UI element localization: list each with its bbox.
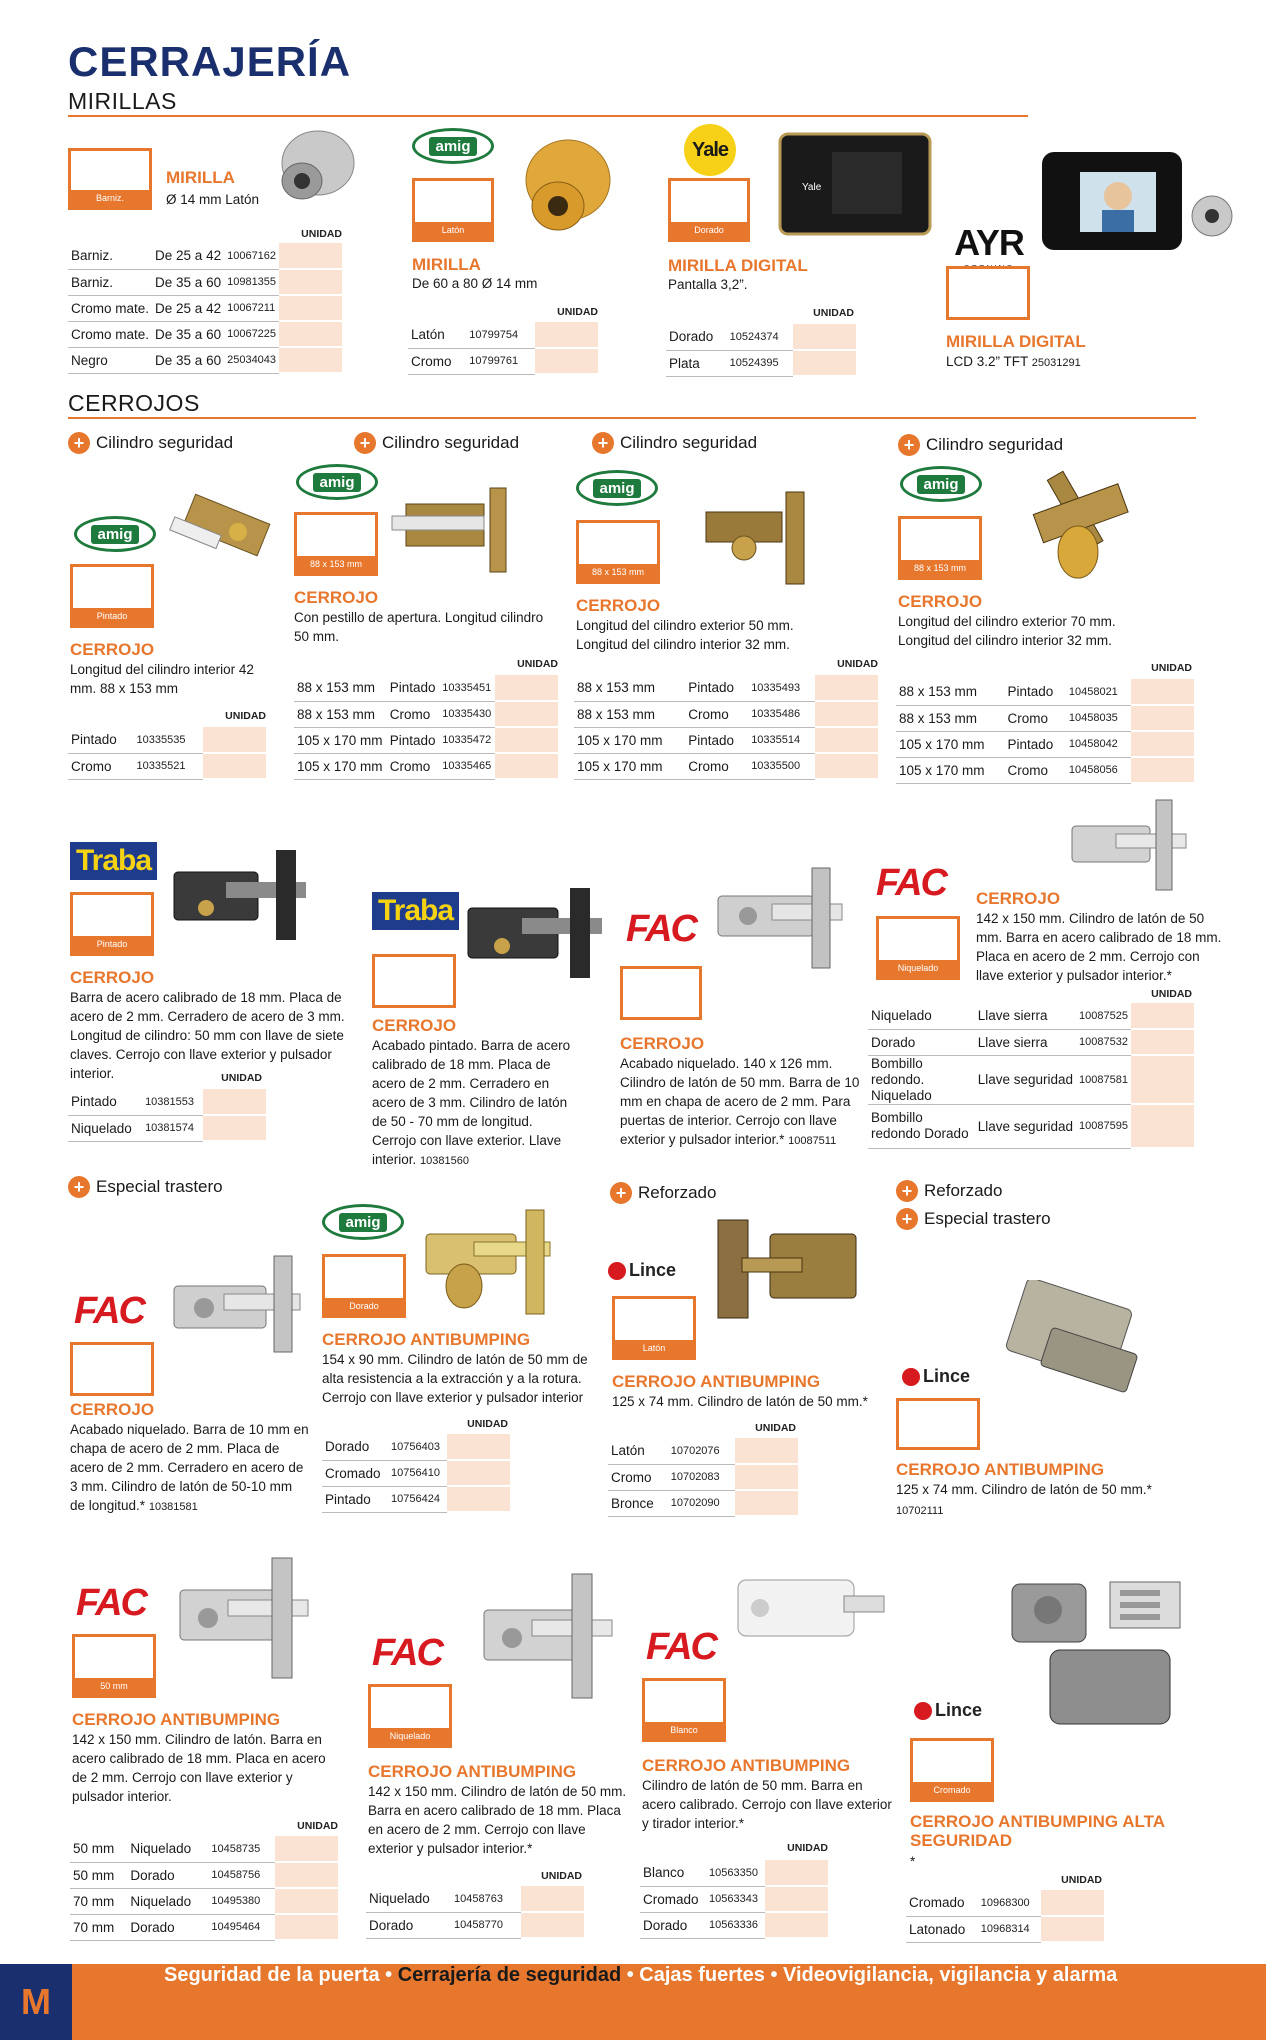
bolt-lock-image [694,490,824,588]
product-desc: 142 x 150 mm. Cilindro de latón de 50 mm. Barra en acero calibrado de 18 mm. Placa en acero de 2 mm. Cerrojo con llave exterior y pulsador interior.* [976,911,1222,983]
table-row: Cromado 10756410 [322,1460,511,1486]
mirilla2-table [408,322,600,375]
ayr-logo: AYR [954,222,1024,263]
lince3-table [906,1890,1106,1943]
product-desc: LCD 3.2” TFT 25031291 [946,354,1081,369]
table-row: 105 x 170 mm Pintado 10335472 [294,727,559,753]
product-title: CERROJO [898,592,983,611]
price-box: 88 x 153 mm [294,512,378,576]
amig-logo: amig [900,466,982,502]
plus-icon: + [68,432,90,454]
product-desc: Cilindro de latón de 50 mm. Barra en acero calibrado. Cerrojo con llave exterior y tirador interior.* [642,1778,892,1831]
amig-logo: amig [296,464,378,500]
traba-logo: Traba [70,842,157,880]
lince-logo: Lince [608,1260,676,1281]
high-security-lock-image [1000,1570,1196,1740]
table-row: 105 x 170 mm Cromo 10458056 [896,757,1195,783]
divider [68,115,1028,117]
mirilla3-table [666,324,858,377]
cerrojo2-table [294,675,560,780]
bolt-lock-image [164,1252,312,1356]
table-row: Latón 10702076 [608,1438,799,1464]
product-title: CERROJO [576,596,661,615]
traba-logo: Traba [372,892,459,930]
fac6-table [640,1860,830,1939]
product-title: CERROJO ANTIBUMPING ALTA SEGURIDAD [910,1812,1165,1850]
table-row: Dorado 10756403 [322,1434,511,1460]
product-desc: 154 x 90 mm. Cilindro de latón de 50 mm de alta resistencia a la extracción y a la rotura. Cerrojo con llave exterior y pulsador interior [322,1352,588,1405]
plus-icon: + [68,1176,90,1198]
product-desc: Longitud del cilindro exterior 50 mm. Longitud del cilindro interior 32 mm. [576,618,794,652]
fac-logo: FAC [626,908,696,950]
price-box [946,266,1030,320]
price-box: Latón [412,178,494,242]
table-row: 88 x 153 mm Cromo 10335486 [574,701,879,727]
product-title: CERROJO ANTIBUMPING [368,1762,577,1781]
table-row: 105 x 170 mm Cromo 10335500 [574,753,879,779]
footer-bar [0,1964,1266,2040]
table-row: 105 x 170 mm Cromo 10335465 [294,753,559,779]
divider [68,417,1196,419]
product-title: CERROJO ANTIBUMPING [72,1710,281,1729]
table-row: Barniz. De 35 a 60 10981355 [68,269,343,295]
price-box: Niquelado [368,1684,452,1748]
product-title: CERROJO [294,588,379,607]
price-box [620,966,702,1020]
bolt-lock-image [734,1566,894,1648]
table-row: 50 mm Niquelado 10458735 [70,1836,339,1862]
table-row: 70 mm Dorado 10495464 [70,1914,339,1940]
lince1-table [608,1438,800,1517]
table-row: Cromo 10335521 [68,753,267,779]
amig-logo: amig [412,128,494,164]
yale-logo: Yale [684,124,736,176]
table-row: Pintado 10381553 [68,1089,267,1115]
price-box: Dorado [322,1254,406,1318]
product-desc: Acabado niquelado. Barra de 10 mm en chapa de acero de 2 mm. Placa de acero de 2 mm. Cerradero en acero de 3 mm. Cilindro de latón de 50-10 mm de longitud.* 10381581 [70,1422,309,1513]
plus-icon: + [354,432,376,454]
lince-logo: Lince [902,1366,970,1387]
product-desc: Barra de acero calibrado de 18 mm. Placa de acero de 2 mm. Cerradero de acero de 3 mm. Longitud de cilindro: 50 mm con llave de siete claves. Cerrojo con llave exterior y pulsador interior. [70,990,345,1081]
product-code: 10702111 [896,1505,944,1517]
product-desc: * [910,1854,916,1869]
price-box [70,1342,154,1396]
product-desc: Con pestillo de apertura. Longitud cilindro 50 mm. [294,610,544,644]
plus-icon: + [610,1182,632,1204]
table-row: Cromo mate. De 25 a 42 10067211 [68,295,343,321]
brand-logo: M [0,1964,72,2040]
product-title: MIRILLA DIGITAL [946,332,1086,351]
table-row: 88 x 153 mm Cromo 10458035 [896,705,1195,731]
feature-label: + Cilindro seguridad [68,432,233,454]
table-row: 70 mm Niquelado 10495380 [70,1888,339,1914]
table-row: Latón 10799754 [408,322,599,348]
table-row: Niquelado 10458763 [366,1886,585,1912]
price-box [896,1398,980,1450]
product-title: CERROJO ANTIBUMPING [642,1756,851,1775]
mirilla1-table [68,243,344,374]
fac4-table [70,1836,340,1941]
section-mirillas: MIRILLAS [68,88,177,114]
table-row: 105 x 170 mm Pintado 10458042 [896,731,1195,757]
feature-label: + Cilindro seguridad [592,432,757,454]
plus-icon: + [898,434,920,456]
price-box: Latón [612,1296,696,1360]
product-desc: Ø 14 mm Latón [166,192,260,207]
digital-viewer-image [776,130,936,238]
bolt-lock-image [386,484,516,576]
plus-icon: + [896,1180,918,1202]
price-box: 88 x 153 mm [576,520,660,584]
table-row: Latonado 10968314 [906,1916,1105,1942]
table-row: Negro De 35 a 60 25034043 [68,347,343,373]
product-title: MIRILLA [412,255,481,274]
table-row: Bronce 10702090 [608,1490,799,1516]
product-title: CERROJO [70,1400,155,1419]
plus-icon: + [896,1208,918,1230]
feature-label: + Especial trastero [68,1176,223,1198]
price-box: Cromado [910,1738,994,1802]
bolt-lock-image [712,862,852,974]
product-desc: Acabado niquelado. 140 x 126 mm. Cilindro de latón de 50 mm. Barra de 10 mm en chapa de acero de 2 mm. Para puertas de interior. Cerrojo con llave exterior y pulsador interior.* 10087511 [620,1056,860,1147]
table-row: Cromo 10702083 [608,1464,799,1490]
product-desc: Pantalla 3,2”. [668,277,748,292]
price-box: Pintado [70,892,154,956]
bolt-lock-image [462,884,610,980]
lince-icon [914,1702,932,1720]
price-box: Blanco [642,1678,726,1742]
bolt-lock-image [472,1568,622,1708]
traba1-table [68,1089,268,1142]
table-row: Dorado Llave sierra 10087532 [868,1029,1195,1055]
fac-logo: FAC [76,1582,146,1624]
table-row: 88 x 153 mm Cromo 10335430 [294,701,559,727]
page-title: CERRAJERÍA [68,38,352,85]
table-row: 88 x 153 mm Pintado 10335493 [574,675,879,701]
table-row: Pintado 10756424 [322,1486,511,1512]
amig-logo: amig [576,470,658,506]
price-box [372,954,456,1008]
fac5-table [366,1886,586,1939]
table-row: 88 x 153 mm Pintado 10335451 [294,675,559,701]
product-title: CERROJO [976,889,1061,908]
digital-viewer-image [1036,144,1246,268]
table-row: 105 x 170 mm Pintado 10335514 [574,727,879,753]
product-title: CERROJO ANTIBUMPING [612,1372,821,1391]
door-viewer-image [258,125,370,207]
table-row: 88 x 153 mm Pintado 10458021 [896,679,1195,705]
table-row: Dorado 10563336 [640,1912,829,1938]
table-row: Dorado 10524374 [666,324,857,350]
feature-label: + Reforzado [896,1180,1002,1202]
bolt-lock-image [1066,796,1196,896]
bolt-lock-image [156,486,282,582]
product-desc: Acabado pintado. Barra de acero calibrado de 18 mm. Placa de acero de 2 mm. Cerradero en acero de 3 mm. Cilindro de latón de 50 - 70 mm de longitud. Cerrojo con llave exterior. Llave interior. 10381560 [372,1038,571,1167]
product-title: CERROJO [372,1016,457,1035]
amig-logo: amig [322,1204,404,1240]
product-desc: Longitud del cilindro interior 42 mm. 88 x 153 mm [70,662,254,696]
amig-logo: amig [74,516,156,552]
product-title: CERROJO [70,968,155,987]
table-row: 50 mm Dorado 10458756 [70,1862,339,1888]
feature-label: + Especial trastero [896,1208,1051,1230]
table-row: Cromo mate. De 35 a 60 10067225 [68,321,343,347]
table-row: Dorado 10458770 [366,1912,585,1938]
bolt-lock-image [1004,1280,1156,1408]
table-row: Niquelado Llave sierra 10087525 [868,1003,1195,1029]
product-desc: 142 x 150 mm. Cilindro de latón de 50 mm. Barra en acero calibrado de 18 mm. Placa en acero de 2 mm. Cerrojo con llave exterior y pulsador interior.* [368,1784,627,1856]
price-box: 88 x 153 mm [898,516,982,580]
price-box: Dorado [668,178,750,242]
product-desc: 142 x 150 mm. Cilindro de latón. Barra en acero calibrado de 18 mm. Placa en acero de 2 mm. Cerrojo con llave exterior y pulsador interior. [72,1732,326,1804]
table-row: Cromado 10563343 [640,1886,829,1912]
product-title: CERROJO ANTIBUMPING [896,1460,1105,1479]
door-viewer-image [510,130,618,248]
amig-ab-table [322,1434,512,1513]
product-desc: De 60 a 80 Ø 14 mm [412,276,538,291]
feature-label: + Reforzado [610,1182,716,1204]
product-title: CERROJO ANTIBUMPING [322,1330,531,1349]
price-box: Barniz. [68,148,152,210]
fac-logo: FAC [646,1626,716,1668]
plus-icon: + [592,432,614,454]
fac2-table [868,1003,1196,1149]
fac-logo: FAC [372,1632,442,1674]
price-box: Niquelado [876,916,960,980]
lince-icon [608,1262,626,1280]
lince-icon [902,1368,920,1386]
product-title: MIRILLA DIGITAL [668,256,808,275]
cerrojo1-table [68,727,268,780]
cerrojo3-table [574,675,880,780]
feature-label: + Cilindro seguridad [354,432,519,454]
price-box: 50 mm [72,1634,156,1698]
section-cerrojos: CERROJOS [68,390,200,416]
table-row: Niquelado 10381574 [68,1115,267,1141]
table-row: Bombillo redondo Dorado Llave seguridad 10087595 [868,1104,1195,1148]
fac-logo: FAC [876,862,946,904]
price-box: Pintado [70,564,154,628]
table-row: Plata 10524395 [666,350,857,376]
product-desc: Longitud del cilindro exterior 70 mm. Longitud del cilindro interior 32 mm. [898,614,1116,648]
table-row: Cromado 10968300 [906,1890,1105,1916]
product-title: CERROJO [620,1034,705,1053]
fac-logo: FAC [74,1290,144,1332]
product-desc: 125 x 74 mm. Cilindro de latón de 50 mm.* [612,1394,868,1409]
product-title: CERROJO [70,640,155,659]
feature-label: + Cilindro seguridad [898,434,1063,456]
cerrojo4-table [896,679,1196,784]
table-row: Bombillo redondo. Niquelado Llave seguridad 10087581 [868,1055,1195,1104]
table-row: Pintado 10335535 [68,727,267,753]
bolt-lock-image [166,846,314,942]
table-row: Blanco 10563350 [640,1860,829,1886]
svg-text:Yale: Yale [802,182,822,193]
table-row: Barniz. De 25 a 42 10067162 [68,243,343,269]
product-title: MIRILLA [166,168,235,187]
bolt-lock-image [1016,460,1176,590]
bolt-lock-image [712,1214,864,1324]
product-desc: 125 x 74 mm. Cilindro de latón de 50 mm.* [896,1482,1152,1497]
lince-logo: Lince [914,1700,982,1721]
bolt-lock-image [168,1552,318,1688]
footer-nav: Seguridad de la puerta • Cerrajería de seguridad • Cajas fuertes • Videovigilancia, vigilancia y alarma [164,1964,1118,1986]
bolt-lock-image [414,1204,564,1322]
table-row: Cromo 10799761 [408,348,599,374]
